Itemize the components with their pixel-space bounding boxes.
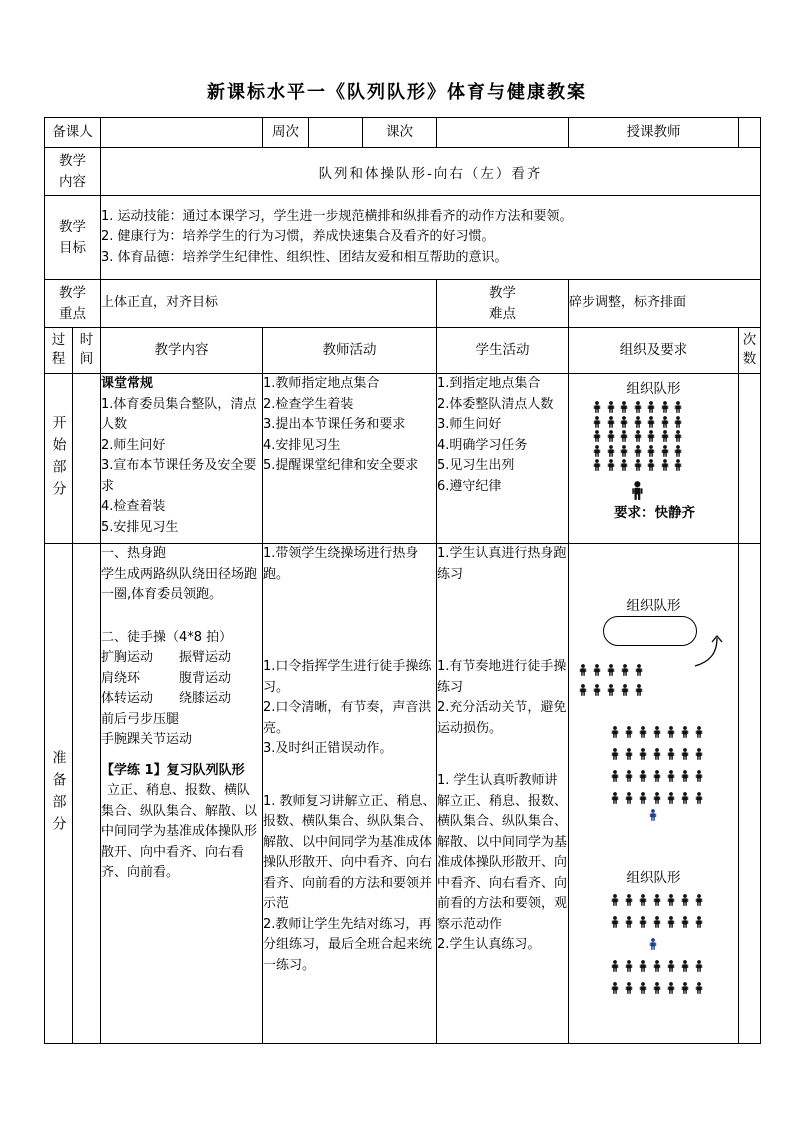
content-line: 4.检查着装 [101, 499, 166, 515]
student-icon [695, 726, 703, 742]
goal-item: 3. 体育品德：培养学生纪律性、组织性、团结友爱和相互帮助的意识。 [101, 249, 508, 265]
student-icon [621, 664, 629, 680]
student-icon [653, 792, 661, 808]
teacher-line: 2.口令清晰，有节奏，声音洪亮。 [263, 700, 432, 736]
lesson-plan-table [44, 117, 761, 1044]
student-icon [667, 748, 675, 764]
week-value[interactable] [309, 118, 363, 148]
student-icon [593, 459, 601, 475]
prep-count-cell [739, 544, 761, 1044]
student-line: 3.师生问好 [437, 417, 502, 433]
student-icon [635, 684, 643, 700]
teacher-line: 2.教师让学生先结对练习，再分组练习，最后全班合起来统一练习。 [263, 916, 433, 973]
formation-diagram-start [569, 397, 738, 501]
content-line: 1.体育委员集合整队，清点人数 [101, 396, 257, 433]
student-icon [653, 894, 661, 910]
student-icon [611, 982, 619, 998]
prep-section-row [45, 544, 761, 1044]
start-phase-cell [45, 374, 73, 544]
student-icon [611, 916, 619, 932]
student-icon [667, 916, 675, 932]
teacher-label: 授课教师 [569, 118, 739, 148]
student-icon [667, 894, 675, 910]
student-line: 5.见习生出列 [437, 458, 515, 474]
prep-phase-cell [45, 544, 73, 1044]
content-row [45, 148, 761, 196]
formation-diagram-prep [569, 544, 738, 1040]
prep-teacher [263, 544, 437, 1044]
student-icon [621, 684, 629, 700]
student-icon [607, 664, 615, 680]
content-line: 前后弓步压腿 [101, 711, 180, 727]
student-icon [695, 748, 703, 764]
teacher-line: 1.教师指定地点集合 [263, 376, 380, 391]
student-line: 2.学生认真练习。 [437, 937, 541, 953]
start-phase-label: 开始部分 [50, 414, 67, 503]
student-icon [639, 792, 647, 808]
student-icon [695, 960, 703, 976]
teacher-value[interactable] [739, 118, 761, 148]
student-icon [695, 982, 703, 998]
col-count: 次数 [739, 328, 761, 374]
student-icon [681, 916, 689, 932]
student-icon [653, 726, 661, 742]
teacher-line: 3.提出本节课任务和要求 [263, 417, 406, 433]
student-icon [681, 748, 689, 764]
goal-item: 1. 运动技能：通过本课学习，学生进一步规范横排和纵排看齐的动作方法和要领。 [101, 208, 573, 224]
teacher-line: 2.检查学生着装 [263, 396, 354, 412]
student-icon [681, 770, 689, 786]
student-icon [667, 770, 675, 786]
student-icon [635, 664, 643, 680]
teacher-line: 4.安排见习生 [263, 437, 341, 453]
student-icon [653, 916, 661, 932]
teacher-line: 1.口令指挥学生进行徒手操练习。 [263, 659, 432, 695]
teacher-icon [649, 938, 657, 954]
goals-row [45, 196, 761, 280]
student-icon [639, 982, 647, 998]
teacher-icon [649, 809, 657, 825]
prep-student [437, 544, 569, 1044]
student-line: 1. 学生认真听教师讲解立正、稍息、报数、横队集合、纵队集合、解散、以中间同学为基准成体操队形散开、向中看齐、向右看齐、向前看的方法和要领，观察示范动作 [437, 773, 568, 932]
student-icon [653, 748, 661, 764]
prep-teacher-label: 备课人 [45, 118, 101, 148]
student-icon [607, 684, 615, 700]
student-icon [579, 664, 587, 680]
student-icon [593, 664, 601, 680]
prep-phase-label: 准备部分 [50, 749, 67, 838]
student-icon [625, 894, 633, 910]
content-line: 肩绕环 腹背运动 [101, 670, 232, 686]
start-teacher [263, 374, 437, 544]
student-icon [681, 960, 689, 976]
goals-label: 教学目标 [45, 196, 101, 280]
student-icon [579, 684, 587, 700]
student-icon [695, 792, 703, 808]
student-line: 1.到指定地点集合 [437, 376, 541, 391]
prep-org [569, 544, 739, 1044]
start-student [437, 374, 569, 544]
content-line: 3.宣布本节课任务及安全要求 [101, 458, 257, 494]
student-icon [639, 770, 647, 786]
student-icon [625, 748, 633, 764]
student-icon [611, 960, 619, 976]
start-org [569, 374, 739, 544]
content-line: 扩胸运动 振臂运动 [101, 650, 232, 666]
student-icon [634, 459, 642, 475]
prep-teacher-value[interactable] [101, 118, 263, 148]
student-icon [625, 982, 633, 998]
student-line: 1.学生认真进行热身跑练习 [437, 546, 567, 582]
goal-item: 2. 健康行为：培养学生的行为习惯，养成快速集合及看齐的好习惯。 [101, 229, 495, 245]
student-icon [695, 916, 703, 932]
key-points-row [45, 280, 761, 328]
lesson-label: 课次 [363, 118, 437, 148]
focus-label: 教学重点 [45, 280, 101, 328]
difficulty-value: 碎步调整，标齐排面 [569, 280, 761, 328]
student-icon [620, 459, 628, 475]
student-icon [639, 960, 647, 976]
student-icon [607, 459, 615, 475]
student-icon [593, 684, 601, 700]
student-icon [639, 916, 647, 932]
content-line: 手腕踝关节运动 [101, 732, 193, 748]
student-icon [625, 792, 633, 808]
col-student: 学生活动 [437, 328, 569, 374]
student-icon [695, 894, 703, 910]
column-header-row [45, 328, 761, 374]
content-value: 队列和体操队形-向右（左）看齐 [101, 148, 761, 196]
content-line: 课堂常规 [101, 376, 154, 391]
student-icon [639, 748, 647, 764]
teacher-line: 1.带领学生绕操场进行热身跑。 [263, 546, 419, 582]
student-icon [611, 770, 619, 786]
org-title: 组织队形 [626, 870, 681, 886]
student-icon [681, 726, 689, 742]
student-icon [667, 960, 675, 976]
student-icon [611, 726, 619, 742]
prep-content [101, 544, 263, 1044]
student-icon [625, 916, 633, 932]
running-track [603, 616, 697, 646]
content-line: 二、徒手操（4*8 拍） [101, 629, 233, 645]
content-line: 立正、稍息、报数、横队集合、纵队集合、解散、以中间同学为基准成体操队形散开、向中看齐、向右看齐、向前看。 [101, 783, 258, 881]
student-icon [611, 894, 619, 910]
student-icon [695, 770, 703, 786]
week-label: 周次 [263, 118, 309, 148]
col-teacher: 教师活动 [263, 328, 437, 374]
focus-value: 上体正直，对齐目标 [101, 280, 437, 328]
header-row [45, 118, 761, 148]
lesson-value[interactable] [437, 118, 569, 148]
start-time-cell [73, 374, 101, 544]
student-icon [681, 982, 689, 998]
start-count-cell [739, 374, 761, 544]
student-icon [611, 748, 619, 764]
student-line: 6.遵守纪律 [437, 478, 502, 494]
difficulty-label: 教学难点 [437, 280, 569, 328]
student-icon [647, 459, 655, 475]
content-line: 学生成两路纵队绕田径场跑一圈,体育委员领跑。 [101, 566, 258, 603]
col-content: 教学内容 [101, 328, 263, 374]
student-icon [653, 982, 661, 998]
student-icon [667, 726, 675, 742]
student-line: 2.体委整队清点人数 [437, 396, 554, 412]
student-line: 2.充分活动关节，避免运动损伤。 [437, 700, 567, 736]
student-icon [639, 894, 647, 910]
student-icon [625, 960, 633, 976]
run-direction-arrow-icon [691, 632, 727, 670]
content-line: 5.安排见习生 [101, 519, 179, 535]
student-icon [653, 960, 661, 976]
goals-list [101, 196, 761, 280]
start-section-row [45, 374, 761, 544]
teacher-line: 1. 教师复习讲解立正、稍息、报数、横队集合、纵队集合、解散、以中间同学为基准成体操队形散开、向中看齐、向右看齐、向前看的方法和要领并示范 [263, 793, 436, 912]
teacher-line: 5.提醒课堂纪律和安全要求 [263, 458, 419, 474]
page-title: 新课标水平一《队列队形》体育与健康教案 [207, 82, 587, 103]
content-line: 2.师生问好 [101, 437, 166, 453]
col-time: 时间 [73, 328, 101, 374]
student-icon [625, 726, 633, 742]
start-content [101, 374, 263, 544]
student-icon [681, 792, 689, 808]
student-icon [625, 770, 633, 786]
student-line: 1.有节奏地进行徒手操练习 [437, 659, 567, 695]
content-line: 体转运动 绕膝运动 [101, 691, 232, 707]
student-icon [611, 792, 619, 808]
content-line: 一、热身跑 [101, 546, 167, 561]
student-icon [674, 459, 682, 475]
student-icon [681, 894, 689, 910]
student-icon [653, 770, 661, 786]
org-title: 组织队形 [626, 381, 681, 397]
student-icon [661, 459, 669, 475]
content-label: 教学内容 [45, 148, 101, 196]
student-icon [667, 792, 675, 808]
student-line: 4.明确学习任务 [437, 437, 528, 453]
student-icon [667, 982, 675, 998]
prep-time-cell [73, 544, 101, 1044]
student-icon [639, 726, 647, 742]
col-process: 过程 [45, 328, 73, 374]
org-title: 组织队形 [626, 598, 681, 614]
col-org: 组织及要求 [569, 328, 739, 374]
content-line: 【学练 1】复习队列队形 [101, 762, 245, 778]
teacher-line: 3.及时纠正错误动作。 [263, 741, 393, 757]
teacher-icon [631, 481, 644, 504]
requirement-text: 要求：快静齐 [614, 505, 695, 521]
